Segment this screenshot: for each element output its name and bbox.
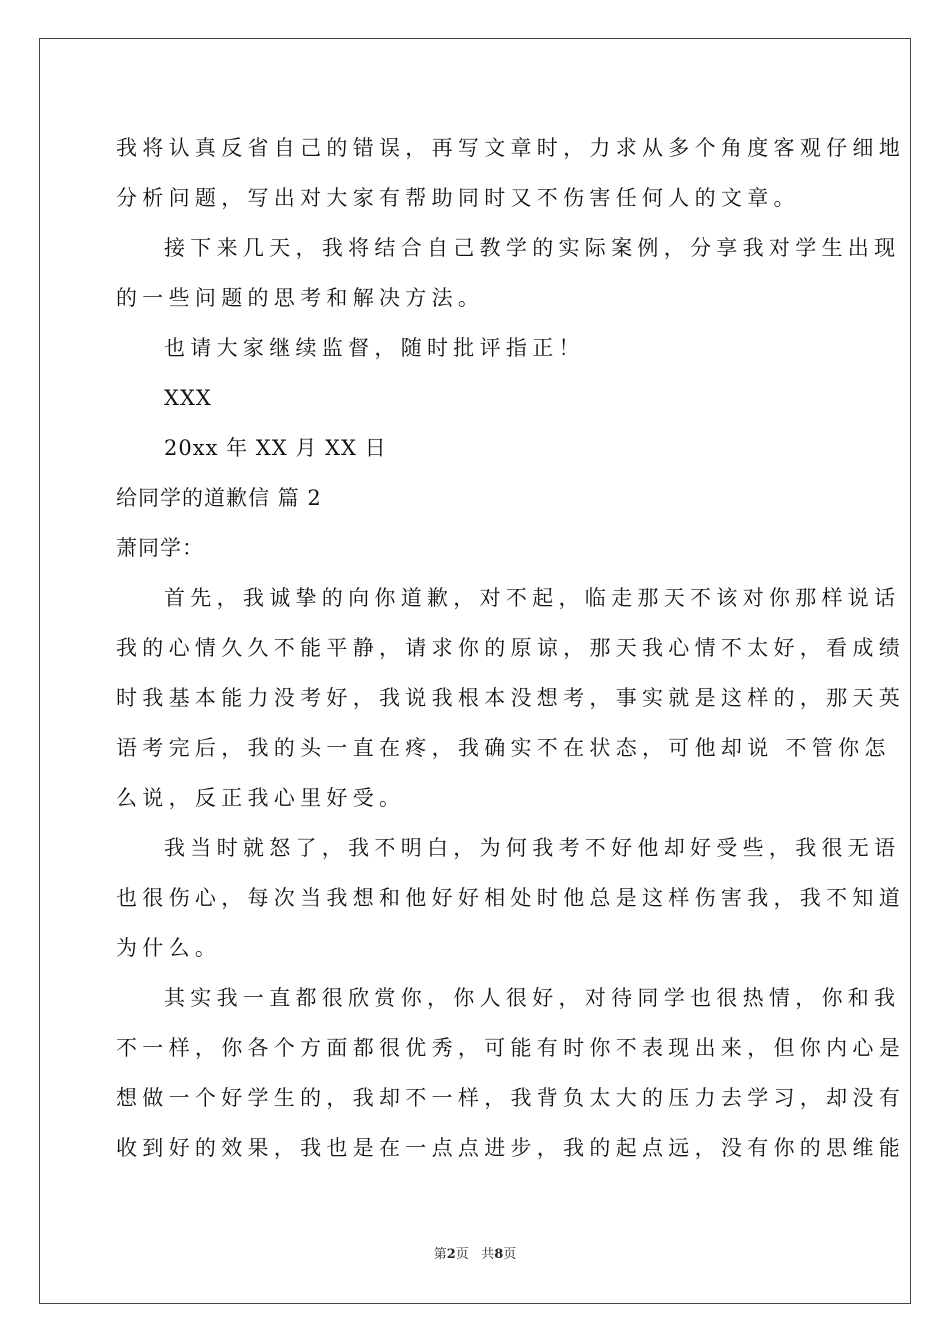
body-line-11: 我的心情久久不能平静，请求你的原谅，那天我心情不太好，看成绩 xyxy=(116,636,905,660)
paragraph-line-3: 接下来几天，我将结合自己教学的实际案例，分享我对学生出现 xyxy=(164,236,901,260)
section-title: 给同学的道歉信 篇 2 xyxy=(116,486,322,510)
paragraph-line-10: 首先，我诚挚的向你道歉，对不起，临走那天不该对你那样说话 xyxy=(164,586,901,610)
total-prefix: 共 xyxy=(481,1247,495,1262)
page-suffix: 页 xyxy=(455,1247,469,1262)
body-line-13: 语考完后，我的头一直在疼，我确实不在状态，可他却说 不管你怎 xyxy=(116,736,891,760)
total-suffix: 页 xyxy=(503,1247,517,1262)
signature-date: 20xx 年 XX 月 XX 日 xyxy=(164,436,387,460)
paragraph-line-15: 我当时就怒了，我不明白，为何我考不好他却好受些，我很无语 xyxy=(164,836,901,860)
page-number-footer xyxy=(0,1246,950,1264)
body-line-20: 想做一个好学生的，我却不一样，我背负太大的压力去学习，却没有 xyxy=(116,1086,905,1110)
salutation: 萧同学： xyxy=(116,536,204,560)
body-line-17: 为什么。 xyxy=(116,936,222,960)
current-page-number: 2 xyxy=(446,1247,456,1262)
body-line-16: 也很伤心，每次当我想和他好好相处时他总是这样伤害我，我不知道 xyxy=(116,886,905,910)
paragraph-line-5: 也请大家继续监督，随时批评指正！ xyxy=(164,336,585,360)
paragraph-line-18: 其实我一直都很欣赏你，你人很好，对待同学也很热情，你和我 xyxy=(164,986,901,1010)
total-page-number: 8 xyxy=(494,1247,504,1262)
body-line-12: 时我基本能力没考好，我说我根本没想考，事实就是这样的，那天英 xyxy=(116,686,905,710)
body-line-14: 么说，反正我心里好受。 xyxy=(116,786,406,810)
signature-name: XXX xyxy=(164,386,212,410)
body-line-1: 我将认真反省自己的错误，再写文章时，力求从多个角度客观仔细地 xyxy=(116,136,905,160)
page-border xyxy=(39,38,911,1304)
body-line-19: 不一样，你各个方面都很优秀，可能有时你不表现出来，但你内心是 xyxy=(116,1036,905,1060)
page-prefix: 第 xyxy=(433,1247,447,1262)
body-line-4: 的一些问题的思考和解决方法。 xyxy=(116,286,485,310)
body-line-2: 分析问题，写出对大家有帮助同时又不伤害任何人的文章。 xyxy=(116,186,800,210)
body-line-21: 收到好的效果，我也是在一点点进步，我的起点远，没有你的思维能 xyxy=(116,1136,905,1160)
